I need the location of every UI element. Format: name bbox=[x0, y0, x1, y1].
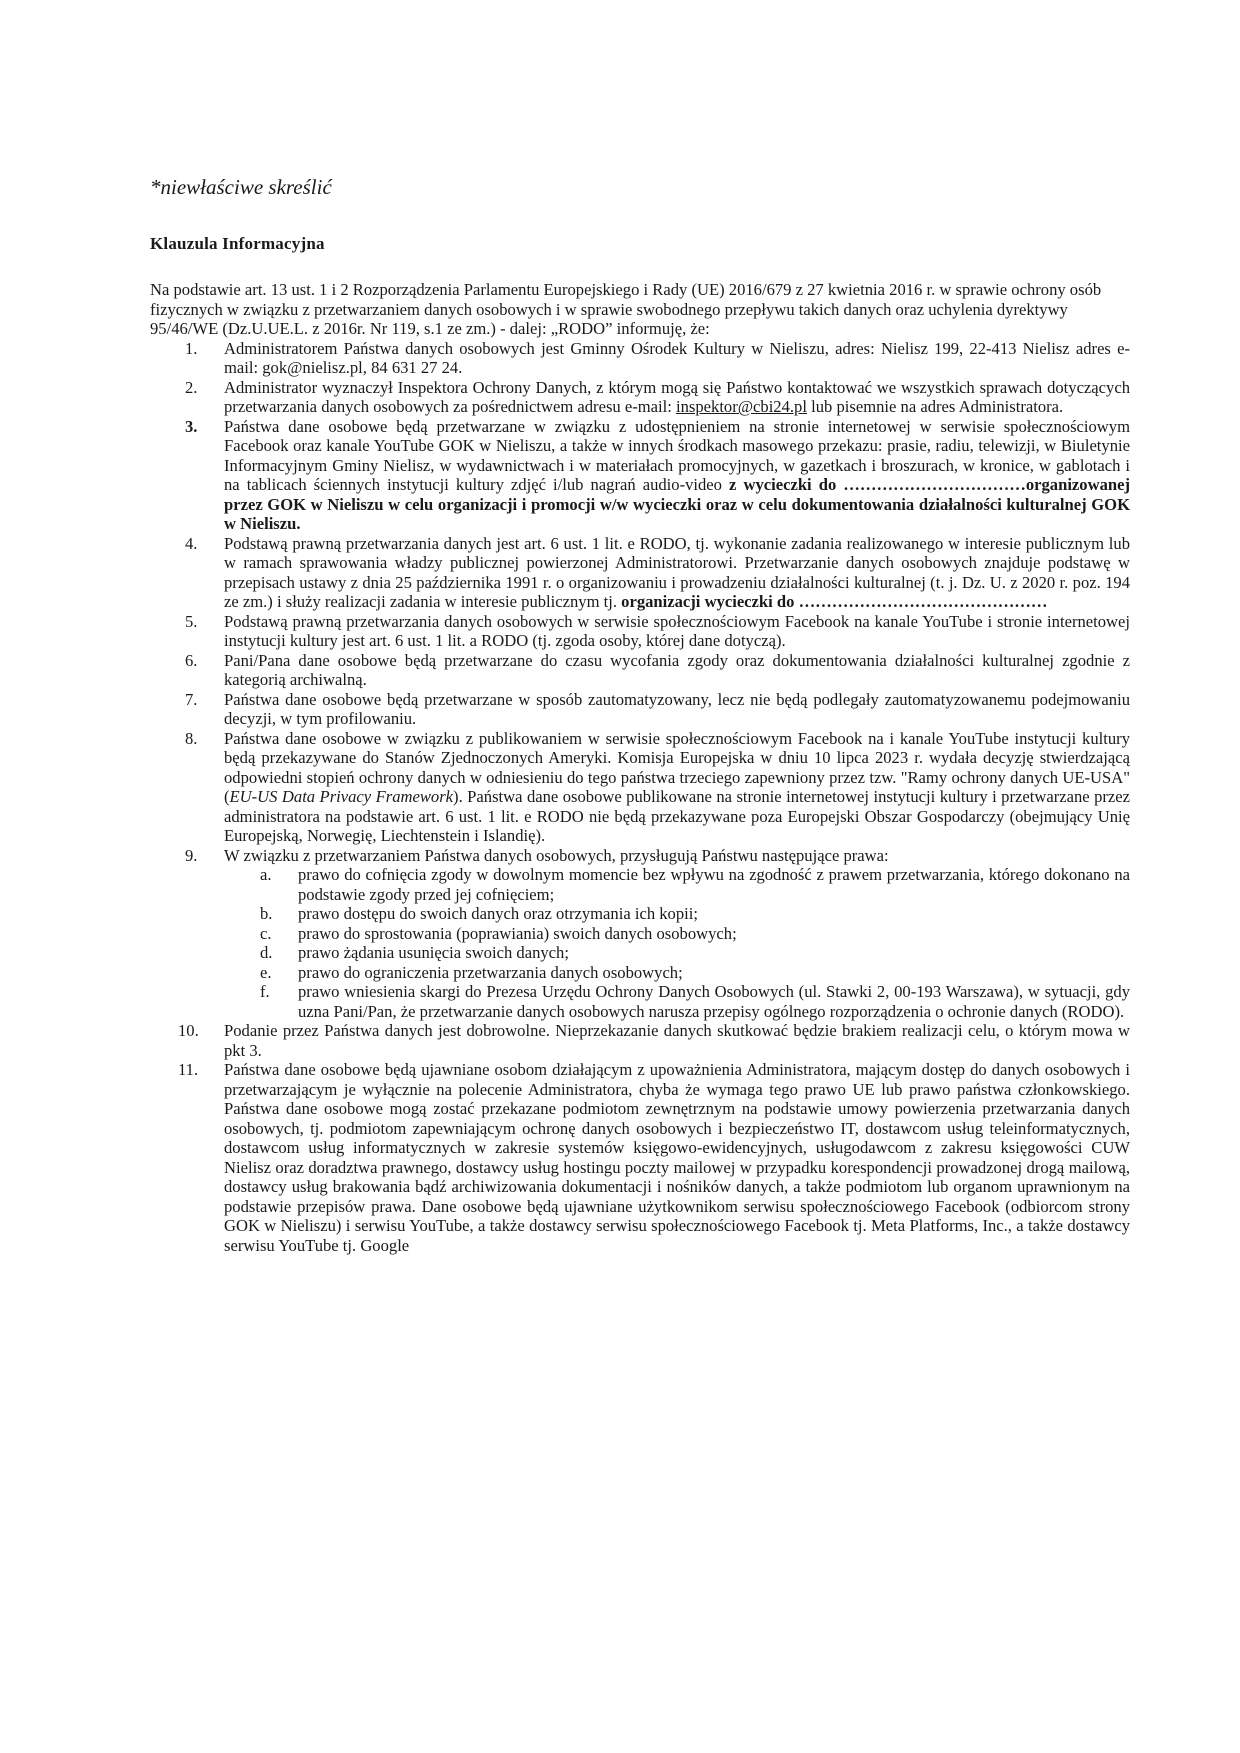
clause-item-9 bbox=[150, 846, 1130, 1022]
sub-item-text: prawo żądania usunięcia swoich danych; bbox=[298, 943, 569, 963]
clause-heading: Klauzula Informacyjna bbox=[150, 234, 325, 254]
item-number: 5. bbox=[185, 611, 198, 631]
clause-list bbox=[150, 339, 1130, 1256]
item-number: 9. bbox=[185, 845, 198, 865]
document-page bbox=[150, 175, 1130, 1255]
item-bold-text: z wycieczki do ……………………………organizowanej przez GOK w Nieliszu w celu organizacji i promocji w/w wycieczki oraz w celu dokumentowania działalności kulturalnej GOK w Nieliszu. bbox=[224, 475, 1130, 534]
item-text: Pani/Pana dane osobowe będą przetwarzane do czasu wycofania zgody oraz dokumentowania działalności kulturalnej zgodnie z kategorią archiwalną. bbox=[224, 650, 1130, 690]
item-number: 6. bbox=[185, 650, 198, 670]
sub-item-text: prawo wniesienia skargi do Prezesa Urzędu Ochrony Danych Osobowych (ul. Stawki 2, 00-193 Warszawa), w sytuacji, gdy uzna Pani/Pan, że przetwarzanie danych osobowych narusza przepisy ogólnego rozporządzenia o ochronie danych (RODO). bbox=[298, 982, 1130, 1021]
clause-item-5 bbox=[150, 612, 1130, 651]
sub-item-text: prawo do sprostowania (poprawiania) swoich danych osobowych; bbox=[298, 923, 737, 943]
sub-item-text: prawo do ograniczenia przetwarzania danych osobowych; bbox=[298, 962, 683, 982]
iod-email-link[interactable]: inspektor@cbi24.pl bbox=[676, 397, 807, 417]
item-number: 8. bbox=[185, 728, 198, 748]
sub-item-letter: f. bbox=[260, 982, 270, 1002]
item-number: 3. bbox=[185, 416, 198, 436]
sub-item-letter: e. bbox=[260, 962, 272, 982]
right-item-f bbox=[224, 982, 1130, 1021]
clause-item-3 bbox=[150, 417, 1130, 534]
item-number: 11. bbox=[178, 1060, 199, 1080]
clause-item-10 bbox=[150, 1021, 1130, 1060]
clause-item-8 bbox=[150, 729, 1130, 846]
item-number: 1. bbox=[185, 338, 198, 358]
strike-note: *niewłaściwe skreślić bbox=[150, 175, 332, 199]
clause-item-4 bbox=[150, 534, 1130, 612]
clause-item-11 bbox=[150, 1060, 1130, 1255]
right-item-b bbox=[224, 904, 1130, 924]
item-text: Państwa dane osobowe będą ujawniane osobom działającym z upoważnienia Administratora, mającym dostęp do danych osobowych i przetwarzającym je wyłącznie na polecenie Administratora, chyba że wymaga tego prawo UE lub prawo państwa członkowskiego. Państwa dane osobowe mogą zostać przekazane podmiotom zewnętrznym na podstawie umowy powierzenia przetwarzania danych osobowych, tj. podmiotom zapewniającym ochronę danych osobowych i bezpieczeństwo IT, dostawcom usług teleinformatycznych, dostawcom usług informatycznych w zakresie systemów księgowo-ewidencyjnych, usługodawcom z zakresu księgowości CUW Nielisz oraz doradztwa prawnego, dostawcy usług hostingu poczty mailowej w przypadku korespondencji prowadzonej drogą mailową, dostawcy usług brakowania bądź archiwizowania dokumentacji i nośników danych, a także podmiotom lub organom uprawnionym na podstawie przepisów prawa. Dane osobowe będą ujawniane użytkownikom serwisu społecznościowego Facebook (odbiorcom strony GOK w Nieliszu) i serwisu YouTube, a także dostawcy serwisu społecznościowego Facebook tj. Meta Platforms, Inc., a także dostawcy serwisu YouTube tj. Google bbox=[224, 1060, 1130, 1255]
item-text: Państwa dane osobowe będą przetwarzane w związku z udostępnieniem na stronie internetowej w serwisie społecznościowym Facebook oraz kanale YouTube GOK w Nieliszu, a także w innych środkach masowego przekazu: prasie, radiu, telewizji, w Biuletynie Informacyjnym Gminy Nielisz, w wydawnictwach i w materiałach promocyjnych, w gazetkach i broszurach, w kronice, w gablotach i na tablicach ściennych instytucji kultury zdjęć i/lub nagrań audio-video bbox=[224, 416, 1130, 495]
item-italic-text: EU-US Data Privacy Framework bbox=[229, 787, 454, 807]
clause-item-2 bbox=[150, 378, 1130, 417]
clause-item-6 bbox=[150, 651, 1130, 690]
sub-item-letter: a. bbox=[260, 865, 272, 885]
item-text-after: ). Państwa dane osobowe publikowane na stronie internetowej instytucji kultury i przetwarzane przez administratora na podstawie art. 6 ust. 1 lit. e RODO nie będą przekazywane poza Europejski Obszar Gospodarczy (obejmujący Unię Europejską, Norwegię, Liechtenstein i Islandię). bbox=[224, 787, 1130, 846]
intro-paragraph: Na podstawie art. 13 ust. 1 i 2 Rozporządzenia Parlamentu Europejskiego i Rady (UE) 2016/679 z 27 kwietnia 2016 r. w sprawie ochrony osób fizycznych w związku z przetwarzaniem danych osobowych i w sprawie swobodnego przepływu takich danych oraz uchylenia dyrektywy 95/46/WE (Dz.U.UE.L. z 2016r. Nr 119, s.1 ze zm.) - dalej: „RODO” informuję, że: bbox=[150, 280, 1102, 339]
item-text: Administratorem Państwa danych osobowych jest Gminny Ośrodek Kultury w Nieliszu, adres: Nielisz 199, 22-413 Nielisz adres e-mail: gok@nielisz.pl, 84 631 27 24. bbox=[224, 338, 1130, 378]
rights-list bbox=[224, 865, 1130, 1021]
sub-item-text: prawo do cofnięcia zgody w dowolnym momencie bez wpływu na zgodność z prawem przetwarzania, którego dokonano na podstawie zgody przed jej cofnięciem; bbox=[298, 865, 1130, 904]
item-bold-text: organizacji wycieczki do ……………………………………… bbox=[621, 592, 1048, 612]
sub-item-text: prawo dostępu do swoich danych oraz otrzymania ich kopii; bbox=[298, 904, 698, 924]
item-number: 7. bbox=[185, 689, 198, 709]
item-text: Państwa dane osobowe będą przetwarzane w sposób zautomatyzowany, lecz nie będą podlegały zautomatyzowanemu podejmowaniu decyzji, w tym profilowaniu. bbox=[224, 689, 1130, 729]
item-text: Podanie przez Państwa danych jest dobrowolne. Nieprzekazanie danych skutkować będzie brakiem realizacji celu, o którym mowa w pkt 3. bbox=[224, 1021, 1130, 1060]
sub-item-letter: b. bbox=[260, 904, 273, 924]
item-number: 4. bbox=[185, 533, 198, 553]
clause-item-7 bbox=[150, 690, 1130, 729]
item-text-after: lub pisemnie na adres Administratora. bbox=[806, 397, 1064, 417]
item-text: Administrator wyznaczył Inspektora Ochrony Danych, z którym mogą się Państwo kontaktować we wszystkich sprawach dotyczących przetwarzania danych osobowych za pośrednictwem adresu e-mail: bbox=[224, 377, 1130, 417]
item-text: Podstawą prawną przetwarzania danych osobowych w serwisie społecznościowym Facebook na kanale YouTube i stronie internetowej instytucji kultury jest art. 6 ust. 1 lit. a RODO (tj. zgoda osoby, której dane dotyczą). bbox=[224, 611, 1130, 651]
item-number: 2. bbox=[185, 377, 198, 397]
item-text: W związku z przetwarzaniem Państwa danych osobowych, przysługują Państwu następujące prawa: bbox=[224, 845, 889, 865]
sub-item-letter: c. bbox=[260, 923, 272, 943]
item-text: Państwa dane osobowe w związku z publikowaniem w serwisie społecznościowym Facebook na i kanale YouTube instytucji kultury będą przekazywane do Stanów Zjednoczonych Ameryki. Komisja Europejska w dniu 10 lipca 2023 r. wydała decyzję stwierdzającą odpowiedni stopień ochrony danych w odniesieniu do tego państwa trzeciego zapewniony przez tzw. "Ramy ochrony danych UE-USA" ( bbox=[224, 728, 1130, 807]
item-text: Podstawą prawną przetwarzania danych jest art. 6 ust. 1 lit. e RODO, tj. wykonanie zadania realizowanego w interesie publicznym lub w ramach sprawowania władzy publicznej powierzonej Administratorowi. Przetwarzanie danych osobowych znajduje podstawę w przepisach ustawy z dnia 25 października 1991 r. o organizowaniu i prowadzeniu działalności kulturalnej (t. j. Dz. U. z 2020 r. poz. 194 ze zm.) i służy realizacji zadania w interesie publicznym tj. bbox=[224, 533, 1130, 612]
right-item-d bbox=[224, 943, 1130, 963]
right-item-a bbox=[224, 865, 1130, 904]
clause-item-1 bbox=[150, 339, 1130, 378]
right-item-e bbox=[224, 963, 1130, 983]
sub-item-letter: d. bbox=[260, 943, 273, 963]
right-item-c bbox=[224, 924, 1130, 944]
item-number: 10. bbox=[178, 1021, 199, 1041]
